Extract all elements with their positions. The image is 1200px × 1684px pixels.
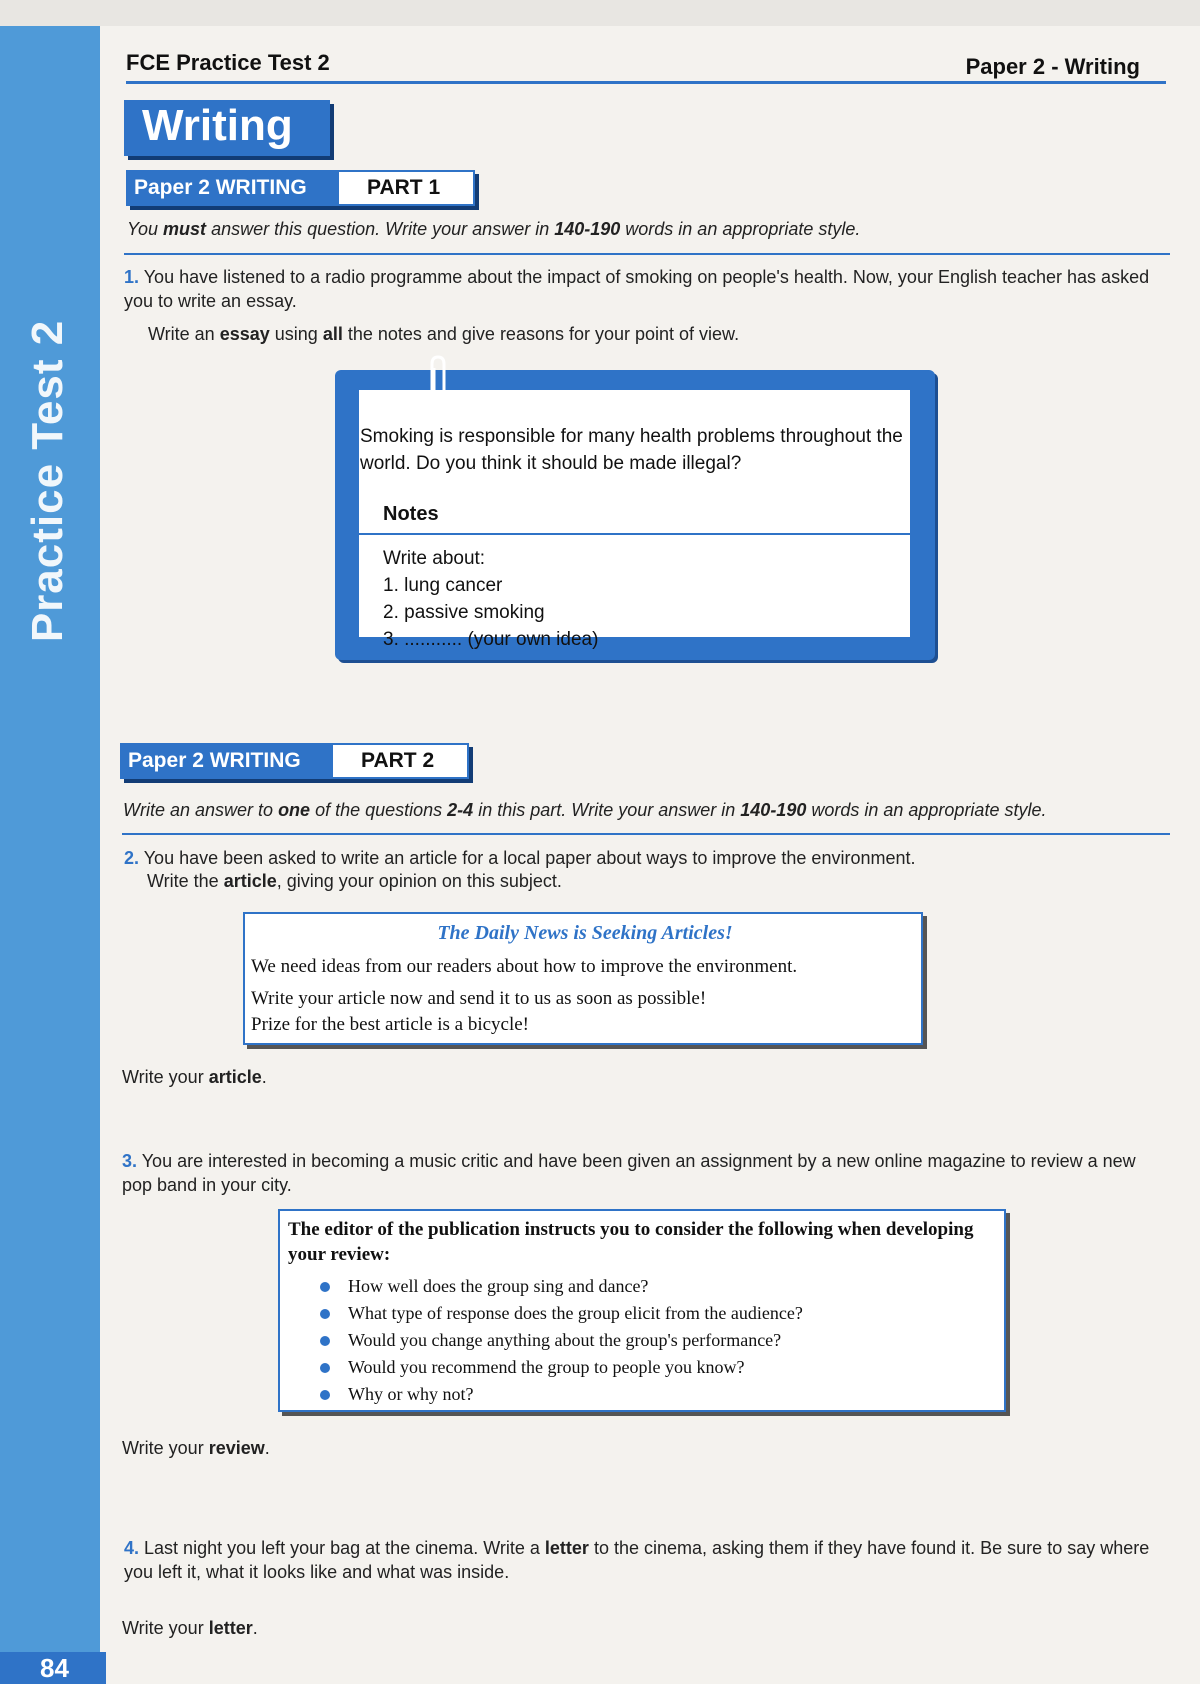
daily-news-title: The Daily News is Seeking Articles! <box>437 922 733 944</box>
notes-prompt: Smoking is responsible for many health problems throughout the world. Do you think it should be made illegal? <box>360 426 903 474</box>
notes-divider <box>359 533 910 535</box>
notes-item: 1. lung cancer <box>383 575 503 596</box>
part1-divider <box>124 253 1170 255</box>
page-number: 84 <box>0 1652 106 1684</box>
question-4-text: Last night you left your bag at the cinema. Write a <box>144 1538 545 1558</box>
question-1-text: You have listened to a radio programme about the impact of smoking on people's health. Now, your English teacher has asked you to write an essay. <box>124 267 1150 311</box>
sidebar <box>0 26 100 1684</box>
sidebar-title: Practice Test 2 <box>23 319 72 643</box>
task-text: Write your <box>122 1618 209 1638</box>
task-keyword: article <box>223 871 277 891</box>
review-criterion <box>320 1381 803 1408</box>
question-number: 4. <box>124 1538 140 1558</box>
part2-badge-part: PART 2 <box>333 743 469 779</box>
part1-badge <box>126 170 475 206</box>
bullet-icon <box>320 1390 330 1400</box>
task-text: Write your <box>122 1438 209 1458</box>
question-4-text: to the cinema, asking them if they have found it. Be sure to say where you left it, what it looks like and what was inside. <box>124 1538 1150 1582</box>
question-3-task <box>122 1436 270 1460</box>
part2-badge <box>120 743 469 779</box>
review-criterion <box>320 1327 803 1354</box>
part1-instruction-text: words in an appropriate style. <box>620 219 861 239</box>
bullet-icon <box>320 1363 330 1373</box>
task-text: . <box>261 1067 267 1087</box>
question-number: 1. <box>124 267 140 287</box>
part1-instruction <box>127 219 860 240</box>
question-2-task <box>122 1065 267 1089</box>
daily-news-body <box>251 954 797 1038</box>
question-1 <box>124 265 1174 313</box>
notes-item: Write about: <box>383 548 486 569</box>
task-text: , giving your opinion on this subject. <box>276 871 562 891</box>
part2-word-count: 140-190 <box>740 800 807 820</box>
question-2 <box>124 846 1164 870</box>
notes-heading: Notes <box>383 503 439 525</box>
question-number: 2. <box>124 848 140 868</box>
review-criterion-text: How well does the group sing and dance? <box>348 1276 649 1296</box>
task-keyword: essay <box>219 324 270 344</box>
question-4-task <box>122 1616 258 1640</box>
question-2-text: You have been asked to write an article for a local paper about ways to improve the environment. <box>143 848 916 868</box>
notes-item: 3. ........... (your own idea) <box>383 629 599 650</box>
header-paper-title: Paper 2 - Writing <box>965 54 1140 79</box>
task-text: Write the <box>147 871 224 891</box>
task-keyword: article <box>208 1067 262 1087</box>
header-test-title: FCE Practice Test 2 <box>126 50 330 75</box>
task-text: the notes and give reasons for your point of view. <box>342 324 740 344</box>
review-criterion-text: Would you change anything about the group's performance? <box>348 1330 782 1350</box>
editor-instructions-box <box>278 1209 1006 1412</box>
bullet-icon <box>320 1336 330 1346</box>
task-keyword: letter <box>208 1618 253 1638</box>
part2-badge-paper: Paper 2 WRITING <box>120 743 333 779</box>
notes-box <box>335 370 935 660</box>
task-keyword: review <box>208 1438 265 1458</box>
part2-instruction <box>123 800 1046 821</box>
question-4 <box>124 1536 1169 1584</box>
daily-news-line: We need ideas from our readers about how to improve the environment. <box>251 956 798 977</box>
bullet-icon <box>320 1282 330 1292</box>
section-title: Writing <box>124 100 330 156</box>
question-3 <box>122 1149 1162 1197</box>
review-criterion-text: Why or why not? <box>348 1384 474 1404</box>
task-keyword: all <box>322 324 343 344</box>
task-keyword: letter <box>544 1538 589 1558</box>
task-text: using <box>269 324 323 344</box>
part1-instruction-text: answer this question. Write your answer in <box>206 219 555 239</box>
part1-word-count: 140-190 <box>554 219 621 239</box>
review-criterion <box>320 1273 803 1300</box>
part1-badge-paper: Paper 2 WRITING <box>126 170 339 206</box>
question-number: 3. <box>122 1151 138 1171</box>
review-criteria-list <box>320 1273 803 1408</box>
part1-instruction-text: You <box>127 219 164 239</box>
daily-news-box <box>243 912 923 1045</box>
part1-instruction-emphasis: must <box>163 219 207 239</box>
review-criterion-text: What type of response does the group elicit from the audience? <box>348 1303 803 1323</box>
review-criterion <box>320 1354 803 1381</box>
editor-instructions-heading: The editor of the publication instructs you to consider the following when developing your review: <box>288 1219 974 1265</box>
daily-news-line: Write your article now and send it to us as soon as possible! <box>251 988 707 1009</box>
part2-instruction-emphasis: one <box>278 800 311 820</box>
notes-item: 2. passive smoking <box>383 602 545 623</box>
daily-news-line: Prize for the best article is a bicycle! <box>251 1014 530 1035</box>
notes-list <box>383 545 598 653</box>
bullet-icon <box>320 1309 330 1319</box>
scan-top-strip <box>0 0 1200 26</box>
question-3-text: You are interested in becoming a music critic and have been given an assignment by a new online magazine to review a new pop band in your city. <box>122 1151 1136 1195</box>
review-criterion <box>320 1300 803 1327</box>
part2-instruction-text: in this part. Write your answer in <box>473 800 741 820</box>
part2-divider <box>122 833 1170 835</box>
question-1-task <box>148 322 1148 346</box>
task-text: Write your <box>122 1067 209 1087</box>
question-2-line2 <box>147 869 1147 893</box>
review-criterion-text: Would you recommend the group to people you know? <box>348 1357 745 1377</box>
header-divider <box>126 81 1166 84</box>
task-text: . <box>252 1618 258 1638</box>
part2-instruction-text: words in an appropriate style. <box>806 800 1047 820</box>
part2-instruction-text: of the questions <box>310 800 448 820</box>
part1-badge-part: PART 1 <box>339 170 475 206</box>
task-text: Write an <box>148 324 220 344</box>
part2-question-range: 2-4 <box>447 800 474 820</box>
task-text: . <box>264 1438 270 1458</box>
part2-instruction-text: Write an answer to <box>123 800 279 820</box>
